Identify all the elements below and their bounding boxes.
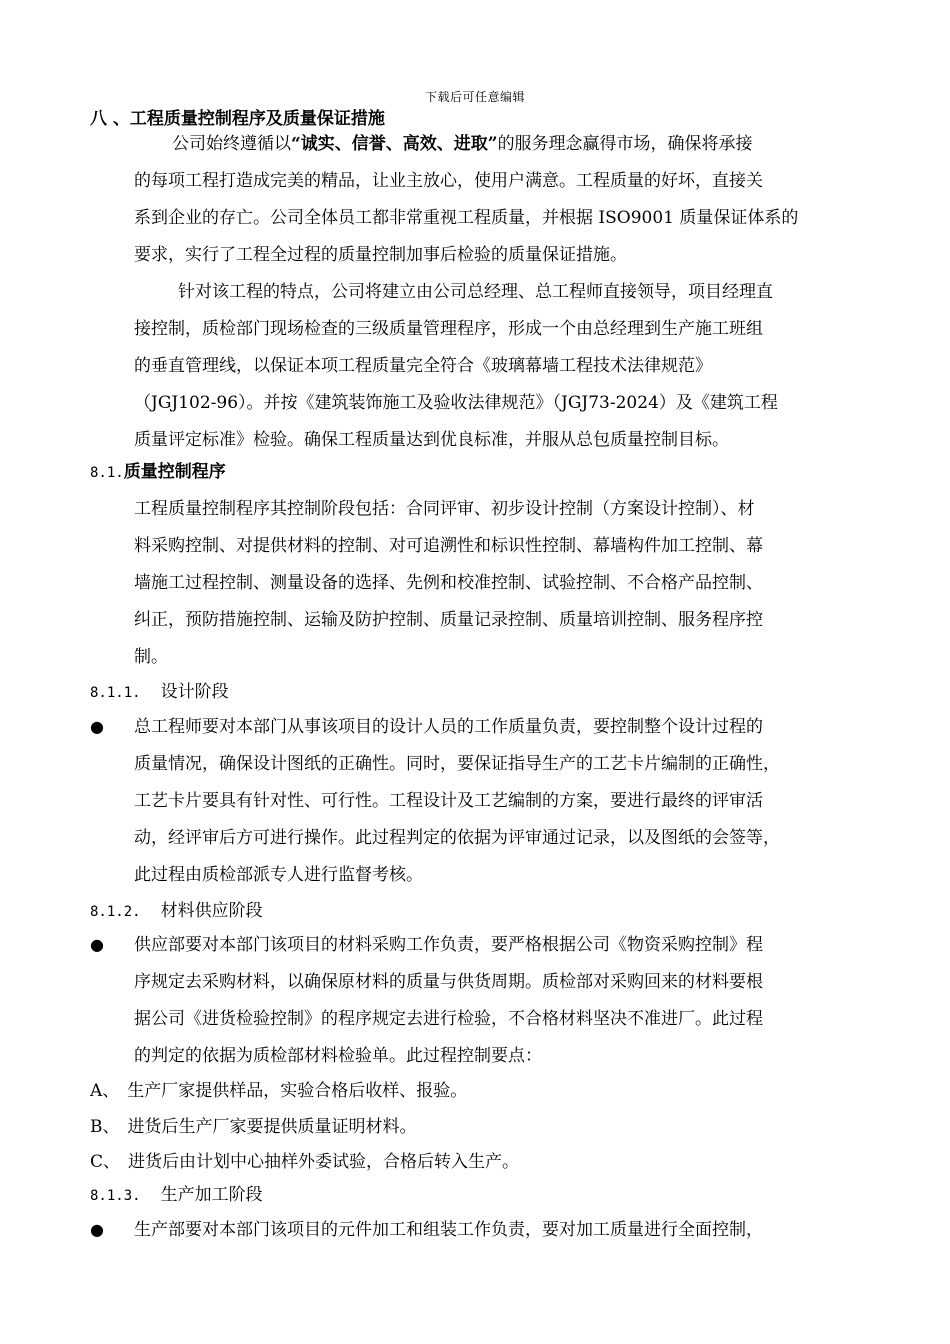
s81-line-2: 料采购控制、对提供材料的控制、对可追溯性和标识性控制、幕墙构件加工控制、幕 (134, 536, 763, 556)
s811-line-1: 总工程师要对本部门从事该项目的设计人员的工作质量负责，要控制整个设计过程的 (134, 717, 763, 737)
s811-line-3: 工艺卡片要具有针对性、可行性。工程设计及工艺编制的方案，要进行最终的评审活 (134, 791, 763, 811)
section-8-1-2-number: 8.1.2. (90, 904, 141, 920)
list-item-label: C、 (90, 1152, 121, 1172)
section-8-1-title: 质量控制程序 (123, 462, 226, 482)
section-8-1-2-heading (90, 900, 263, 923)
list-item-b (90, 1116, 417, 1138)
s811-line-5: 此过程由质检部派专人进行监督考核。 (134, 865, 423, 885)
list-item-a (90, 1080, 467, 1102)
paragraph-1-line-1 (172, 133, 753, 155)
section-8-1-heading (90, 461, 226, 484)
s812-line-3: 据公司《进货检验控制》的程序规定去进行检验，不合格材料坚决不准进厂。此过程 (134, 1009, 763, 1029)
list-item-label: B、 (90, 1117, 120, 1137)
section-8-1-3-number: 8.1.3. (90, 1188, 141, 1204)
bullet-icon: ● (90, 1220, 104, 1239)
bullet-icon: ● (90, 935, 104, 954)
s81-line-1: 工程质量控制程序其控制阶段包括：合同评审、初步设计控制（方案设计控制）、材 (134, 499, 755, 519)
section-8-1-3-title: 生产加工阶段 (160, 1185, 263, 1205)
paragraph-1-line-3: 系到企业的存亡。公司全体员工都非常重视工程质量，并根据 ISO9001 质量保证体系的 (134, 208, 799, 228)
paragraph-2-line-2: 接控制，质检部门现场检查的三级质量管理程序，形成一个由总经理到生产施工班组 (134, 319, 763, 339)
paragraph-1-line-2: 的每项工程打造成完美的精品，让业主放心，使用户满意。工程质量的好坏，直接关 (134, 171, 763, 191)
section-8-1-1-heading (90, 681, 229, 704)
s812-line-2: 序规定去采购材料，以确保原材料的质量与供货周期。质检部对采购回来的材料要根 (134, 972, 763, 992)
page-header-note: 下载后可任意编辑 (424, 90, 525, 104)
p1-quote: “诚实、信誉、高效、进取” (291, 134, 498, 154)
paragraph-2-line-5: 质量评定标准》检验。确保工程质量达到优良标准，并服从总包质量控制目标。 (134, 430, 729, 450)
list-item-text: 进货后生产厂家要提供质量证明材料。 (127, 1117, 417, 1137)
section-8-1-3-heading (90, 1184, 263, 1207)
paragraph-2-line-4: （JGJ102-96）。并按《建筑装饰施工及验收法律规范》（JGJ73-2024）及《建筑工程 (134, 393, 778, 413)
paragraph-2-line-1: 针对该工程的特点，公司将建立由公司总经理、总工程师直接领导，项目经理直 (178, 282, 773, 302)
paragraph-2-line-3: 的垂直管理线，以保证本项工程质量完全符合《玻璃幕墙工程技术法律规范》 (134, 356, 712, 376)
section-8-1-number: 8.1. (90, 465, 124, 481)
s81-line-5: 制。 (134, 647, 168, 667)
list-item-text: 进货后由计划中心抽样外委试验，合格后转入生产。 (128, 1152, 520, 1172)
p1-prefix: 公司始终遵循以 (172, 134, 291, 154)
section-title: 八 、工程质量控制程序及质量保证措施 (90, 109, 385, 129)
s811-line-2: 质量情况，确保设计图纸的正确性。同时，要保证指导生产的工艺卡片编制的正确性， (134, 754, 780, 774)
list-item-text: 生产厂家提供样品，实验合格后收样、报验。 (127, 1081, 468, 1101)
p1-suffix: 的服务理念赢得市场，确保将承接 (497, 134, 753, 154)
bullet-icon: ● (90, 717, 104, 736)
s811-line-4: 动，经评审后方可进行操作。此过程判定的依据为评审通过记录，以及图纸的会签等， (134, 828, 780, 848)
list-item-label: A、 (90, 1081, 120, 1101)
section-8-1-1-title: 设计阶段 (160, 682, 229, 702)
s812-line-4: 的判定的依据为质检部材料检验单。此过程控制要点： (134, 1046, 542, 1066)
s81-line-3: 墙施工过程控制、测量设备的选择、先例和校准控制、试验控制、不合格产品控制、 (134, 573, 763, 593)
paragraph-1-line-4: 要求，实行了工程全过程的质量控制加事后检验的质量保证措施。 (134, 245, 627, 265)
list-item-c (90, 1151, 519, 1173)
section-8-1-2-title: 材料供应阶段 (160, 901, 263, 921)
s812-line-1: 供应部要对本部门该项目的材料采购工作负责，要严格根据公司《物资采购控制》程 (134, 935, 763, 955)
s813-line-1: 生产部要对本部门该项目的元件加工和组装工作负责，要对加工质量进行全面控制， (134, 1220, 763, 1240)
section-8-1-1-number: 8.1.1. (90, 685, 141, 701)
s81-line-4: 纠正，预防措施控制、运输及防护控制、质量记录控制、质量培训控制、服务程序控 (134, 610, 763, 630)
